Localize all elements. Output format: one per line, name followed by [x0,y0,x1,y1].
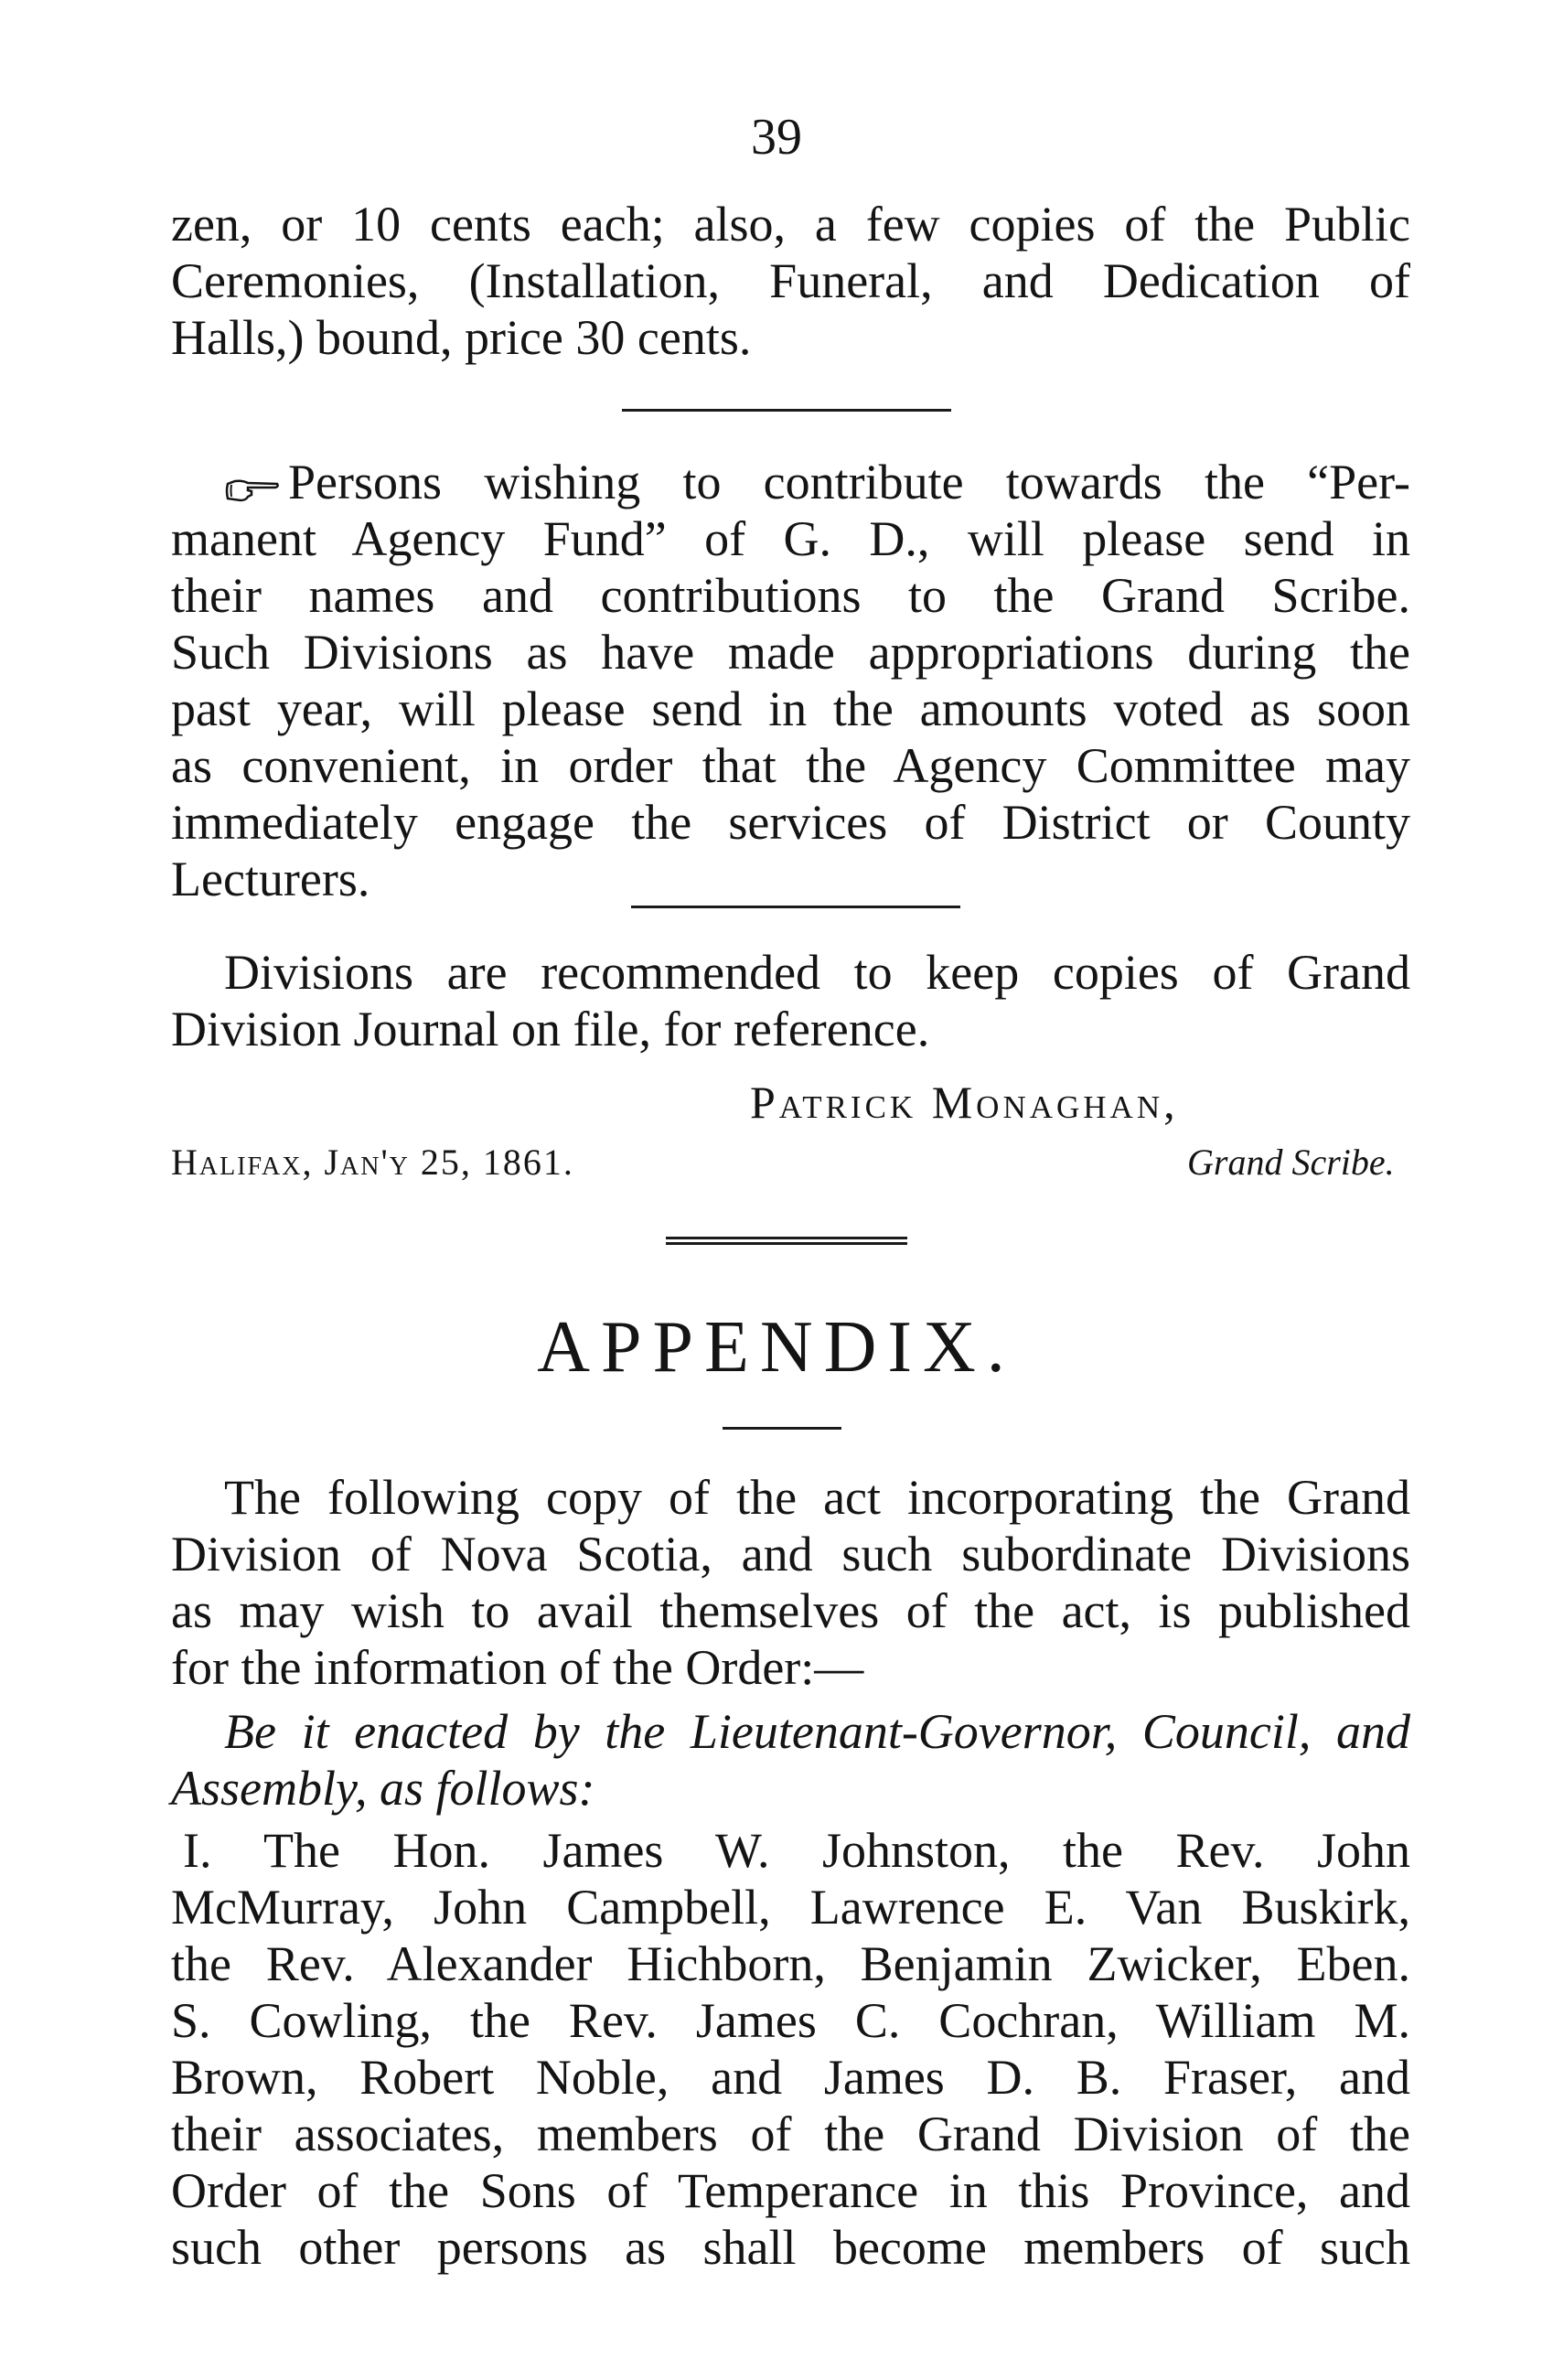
text-line: as convenient, in order that the Agency Committee may [171,738,1410,793]
pointing-hand-icon [224,459,281,516]
text-line: Lecturers. [171,852,370,906]
signature-place-date: Halifax, Jan'y 25, 1861. [171,1142,574,1183]
text-line: Halls,) bound, price 30 cents. [171,310,752,365]
section-divider [631,906,960,908]
text-line: their associates, members of the Grand Division of the [171,2107,1410,2161]
text-line: such other persons as shall become members of such [171,2220,1410,2275]
enactment-line: Assembly, as follows: [171,1761,595,1816]
text-line: manent Agency Fund” of G. D., will please send in [171,511,1410,566]
text-line: I. The Hon. James W. Johnston, the Rev. John [183,1823,1410,1878]
text-line: McMurray, John Campbell, Lawrence E. Van Buskirk, [171,1880,1410,1935]
text-line: Brown, Robert Noble, and James D. B. Fraser, and [171,2050,1410,2105]
text-line: past year, will please send in the amounts voted as soon [171,681,1410,736]
text-line: zen, or 10 cents each; also, a few copies of the Public [171,197,1410,252]
text-line: S. Cowling, the Rev. James C. Cochran, William M. [171,1993,1410,2048]
text-line: their names and contributions to the Grand Scribe. [171,568,1410,623]
text-line: Divisions are recommended to keep copies of Grand [224,945,1410,1000]
heading-underline [723,1427,841,1430]
text-line: Such Divisions as have made appropriations during the [171,625,1410,680]
double-rule [666,1237,907,1245]
section-divider [622,409,951,412]
text-line: Ceremonies, (Installation, Funeral, and Dedication of [171,253,1410,308]
text-line: for the information of the Order:— [171,1640,864,1695]
signature-title: Grand Scribe. [1187,1142,1395,1183]
page-number: 39 [751,109,802,166]
text-line: the Rev. Alexander Hichborn, Benjamin Zwicker, Eben. [171,1936,1410,1991]
enactment-line: Be it enacted by the Lieutenant-Governor, Council, and [224,1704,1410,1759]
signature-name: Patrick Monaghan, [750,1077,1179,1128]
text-line: Order of the Sons of Temperance in this Province, and [171,2163,1410,2218]
appendix-heading: APPENDIX. [537,1307,1016,1388]
text-line: Persons wishing to contribute towards the “Per- [224,454,1410,516]
text-line: Division Journal on file, for reference. [171,1002,930,1056]
text-line: immediately engage the services of District or County [171,795,1410,850]
text-line: as may wish to avail themselves of the act, is published [171,1583,1410,1638]
text-line: Division of Nova Scotia, and such subordinate Divisions [171,1527,1410,1581]
text-line: The following copy of the act incorporating the Grand [224,1470,1410,1525]
